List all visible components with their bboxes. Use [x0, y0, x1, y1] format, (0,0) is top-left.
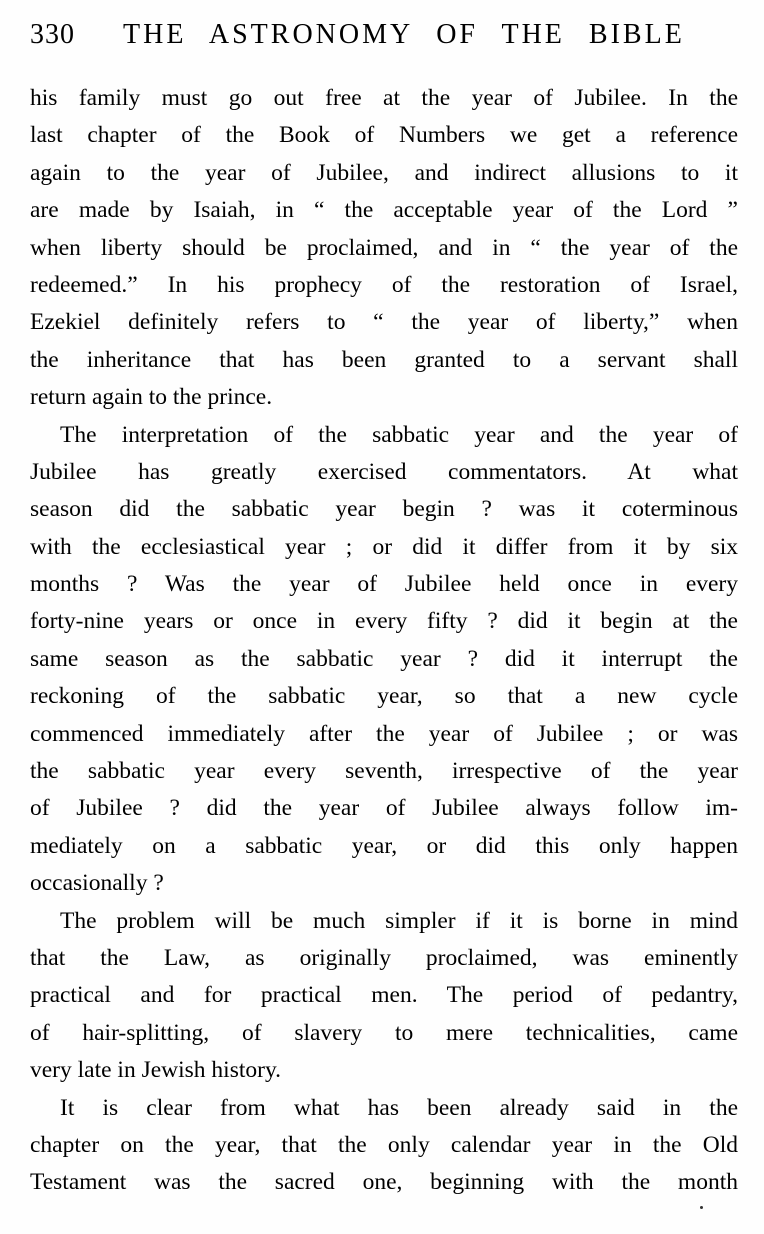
text-line: last chapter of the Book of Numbers we get a reference	[30, 122, 738, 149]
text-line: The interpretation of the sabbatic year and the year of	[60, 421, 738, 448]
text-line: his family must go out free at the year of Jubilee. In the	[30, 85, 738, 111]
text-line: that the Law, as originally proclaimed, was eminently	[30, 944, 738, 971]
text-line: when liberty should be proclaimed, and in “ the year of the	[30, 234, 738, 261]
text-line: occasionally ?	[30, 870, 164, 897]
text-line: Testament was the sacred one, beginning with the month	[30, 1169, 738, 1196]
running-title: THE ASTRONOMY OF THE BIBLE	[123, 19, 685, 50]
text-line: again to the year of Jubilee, and indirect allusions to it	[30, 159, 738, 186]
text-line: redeemed.” In his prophecy of the restoration of Israel,	[30, 271, 738, 298]
text-line: return again to the prince.	[30, 384, 273, 411]
text-line: Ezekiel definitely refers to “ the year of liberty,” when	[30, 309, 738, 336]
text-line: Jubilee has greatly exercised commentators. At what	[30, 458, 738, 485]
text-line: forty-nine years or once in every fifty ? did it begin at the	[30, 608, 738, 635]
text-line: commenced immediately after the year of Jubilee ; or was	[30, 720, 738, 747]
text-line: with the ecclesiastical year ; or did it differ from it by six	[30, 533, 738, 560]
text-line: The problem will be much simpler if it is borne in mind	[60, 907, 738, 934]
text-line: the sabbatic year every seventh, irrespective of the year	[30, 758, 738, 785]
text-line: mediately on a sabbatic year, or did this only happen	[30, 832, 738, 859]
scan-artifact	[700, 1206, 703, 1209]
text-line: are made by Isaiah, in “ the acceptable year of the Lord ”	[30, 197, 738, 224]
text-line: very late in Jewish history.	[30, 1057, 282, 1084]
text-line: the inheritance that has been granted to a servant shall	[30, 346, 738, 373]
page-header	[30, 18, 685, 52]
text-line: It is clear from what has been already said in the	[60, 1094, 738, 1121]
text-line: months ? Was the year of Jubilee held once in every	[30, 571, 738, 598]
page-body	[30, 80, 738, 1202]
text-line: season did the sabbatic year begin ? was it coterminous	[30, 496, 738, 523]
page-number: 330	[30, 19, 75, 50]
text-line: same season as the sabbatic year ? did it interrupt the	[30, 645, 738, 672]
text-line: of hair-splitting, of slavery to mere technicalities, came	[30, 1019, 738, 1046]
text-line: reckoning of the sabbatic year, so that a new cycle	[30, 683, 738, 710]
text-line: practical and for practical men. The period of pedantry,	[30, 982, 738, 1009]
text-line: chapter on the year, that the only calendar year in the Old	[30, 1131, 738, 1158]
text-line: of Jubilee ? did the year of Jubilee always follow im-	[30, 795, 738, 822]
